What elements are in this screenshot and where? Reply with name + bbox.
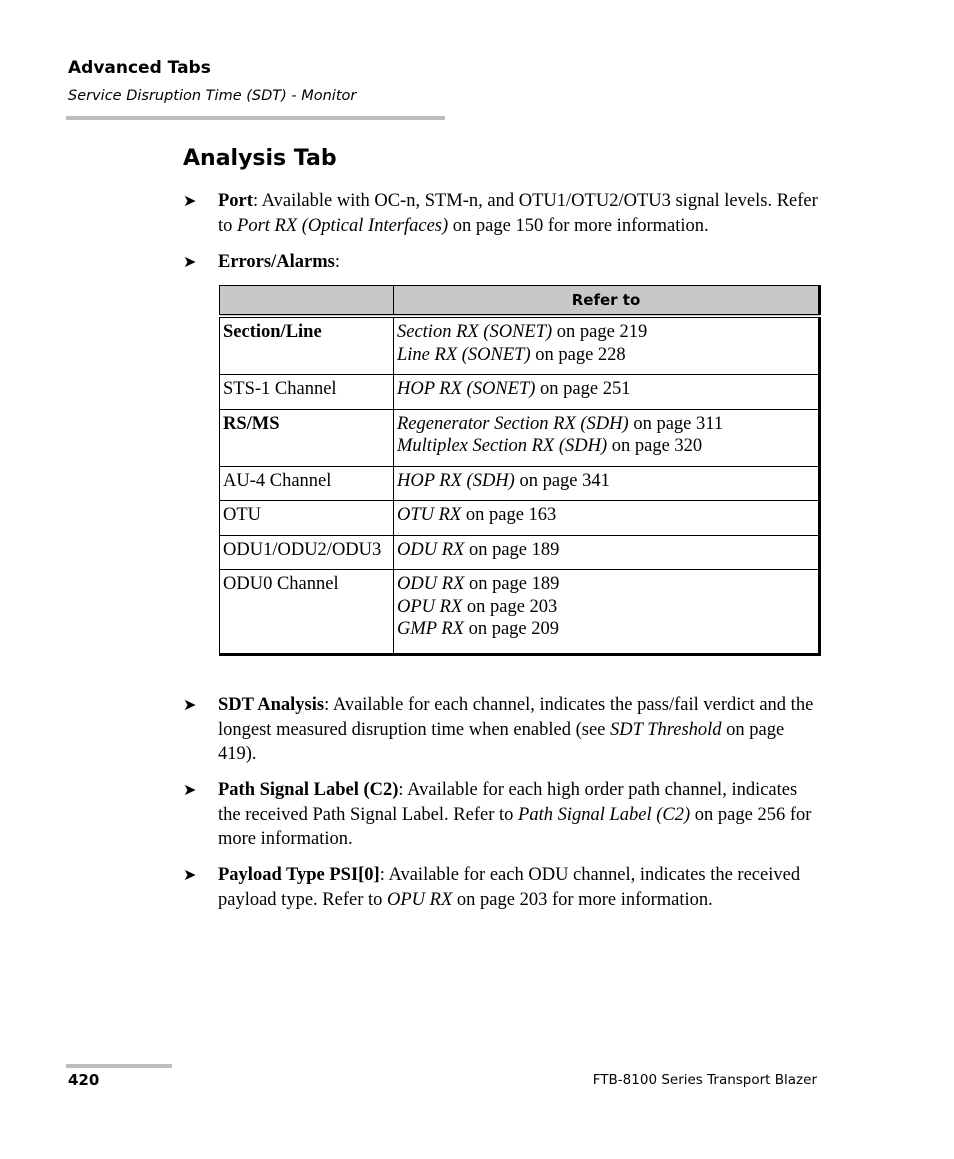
bullet-arrow-icon: ➤ [183,865,197,884]
section-title: Analysis Tab [183,146,337,171]
cross-reference-link[interactable]: Regenerator Section RX (SDH) [397,413,629,434]
table-cell-name: AU-4 Channel [220,466,394,501]
table-row [220,501,820,536]
table-row [220,466,820,501]
footer-rule [66,1064,172,1068]
header-rule [66,116,445,120]
page-reference: on page 209 [463,619,560,639]
table-cell-name: OTU [220,501,394,536]
table-cell-name: ODU1/ODU2/ODU3 [220,535,394,570]
cross-reference-link[interactable]: ODU RX [397,539,465,560]
bullet-text: : Available for each channel, indicates the pass/fail verdict and the longest measured disruption time when enabled (see [218,695,814,740]
table-header-blank [220,286,394,317]
cross-reference-link[interactable]: Multiplex Section RX (SDH) [397,436,608,456]
bullet-label: Port [218,191,253,211]
cross-reference-link[interactable]: GMP RX [397,619,464,639]
table-cell-refs [394,316,820,375]
page-reference: on page 341 [514,470,610,491]
bullet-path-signal-label [183,778,823,852]
bullet-text: : Available for each ODU channel, indicates the received payload type. Refer to [218,865,801,910]
table-cell-refs [394,535,820,570]
running-header-title: Advanced Tabs [68,58,211,78]
cross-reference-link[interactable]: HOP RX (SONET) [397,379,536,399]
page-reference: on page 203 [462,596,558,617]
page-reference: on page 228 [530,344,626,365]
bullet-arrow-icon: ➤ [183,191,197,210]
bullet-payload-type [183,863,823,912]
cross-reference-link[interactable]: OTU RX [397,505,462,525]
table-cell-refs [394,375,820,410]
cross-reference-link[interactable]: HOP RX (SDH) [397,470,515,491]
table-cell-name: RS/MS [220,409,394,466]
cross-reference-link[interactable]: ODU RX [397,574,465,594]
bullet-text: : Available with OC-n, STM-n, and OTU1/OTU2/OTU3 signal levels. Refer to [218,191,818,236]
bullet-arrow-icon: ➤ [183,252,197,271]
page-reference: on page 189 [464,539,560,560]
page-reference: on page 251 [535,379,631,399]
table-cell-name: STS-1 Channel [220,375,394,410]
bullet-text: on page 419). [218,719,785,764]
cross-reference-link[interactable]: Line RX (SONET) [397,344,531,365]
table-row [220,535,820,570]
bullet-label: SDT Analysis [218,695,325,715]
bullet-arrow-icon: ➤ [183,695,197,714]
bullet-text: : Available for each high order path channel, indicates the received Path Signal Label. Refer to [218,780,798,825]
page-number: 420 [68,1071,100,1089]
table-row [220,316,820,375]
page-reference: on page 219 [552,322,648,342]
table-cell-refs [394,501,820,536]
bullet-port [183,189,823,238]
bullet-arrow-icon: ➤ [183,780,197,799]
bullet-text: on page 203 for more information. [452,889,713,910]
table-cell-refs [394,409,820,466]
cross-reference-link[interactable]: OPU RX [387,889,453,910]
bullet-text: : [334,252,340,272]
bullet-label: Payload Type PSI[0] [218,865,380,885]
table-row [220,409,820,466]
bullet-errors-alarms [183,250,823,275]
table-header-refer-to: Refer to [394,286,820,317]
page-reference: on page 163 [461,505,557,525]
page-reference: on page 311 [628,413,724,434]
table-cell-name: Section/Line [220,316,394,375]
bullet-text: on page 150 for more information. [448,215,709,236]
cross-reference-link[interactable]: Section RX (SONET) [397,322,553,342]
footer-product-name: FTB-8100 Series Transport Blazer [592,1072,817,1088]
page-reference: on page 189 [464,574,560,594]
cross-reference-link[interactable]: OPU RX [397,596,463,617]
bullet-label: Path Signal Label (C2) [218,780,399,800]
table-cell-refs [394,570,820,655]
cross-reference-link[interactable]: SDT Threshold [610,719,722,740]
cross-reference-link[interactable]: Path Signal Label (C2) [518,804,691,825]
bullet-sdt-analysis [183,693,823,767]
table-row [220,570,820,655]
table-header-row [220,286,820,317]
cross-reference-link[interactable]: Port RX (Optical Interfaces) [237,215,449,236]
page-reference: on page 320 [607,436,703,456]
table-cell-name: ODU0 Channel [220,570,394,655]
bullet-label: Errors/Alarms [218,252,335,272]
bullet-text: on page 256 for more information. [218,804,812,849]
table-cell-refs [394,466,820,501]
running-header-subtitle: Service Disruption Time (SDT) - Monitor [68,88,357,104]
table-row [220,375,820,410]
errors-alarms-table [219,285,821,656]
